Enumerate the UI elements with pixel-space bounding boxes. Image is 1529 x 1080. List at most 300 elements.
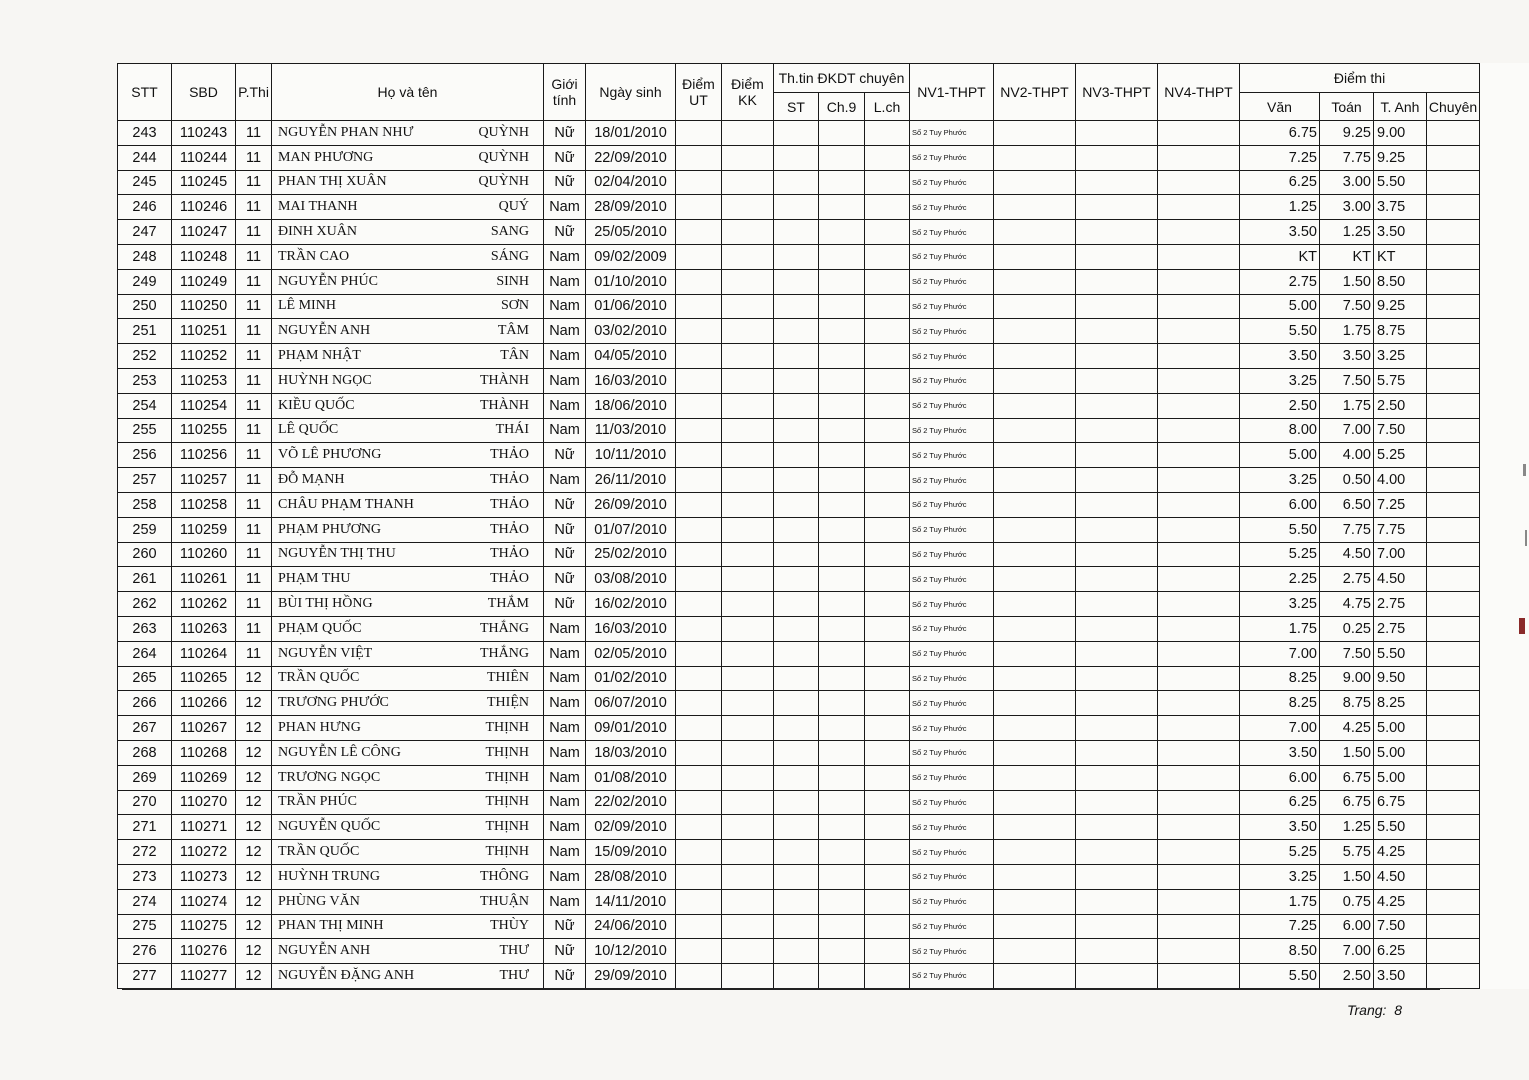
cell-tieng-anh: 7.50 bbox=[1374, 914, 1427, 939]
cell-phong-thi: 11 bbox=[236, 170, 272, 195]
table-row bbox=[118, 468, 1529, 493]
cell-ho-va-ten bbox=[272, 294, 544, 319]
cell-phong-thi: 11 bbox=[236, 368, 272, 393]
cell-gioi-tinh: Nữ bbox=[544, 220, 586, 245]
cell-ch9 bbox=[819, 319, 865, 344]
cell-sbd: 110263 bbox=[172, 616, 236, 641]
cell-toan: 9.00 bbox=[1320, 666, 1374, 691]
col-stt: STT bbox=[118, 64, 172, 121]
cell-sbd: 110249 bbox=[172, 269, 236, 294]
cell-nv2 bbox=[994, 443, 1076, 468]
cell-gioi-tinh: Nữ bbox=[544, 443, 586, 468]
cell-lch bbox=[865, 170, 910, 195]
ho-dem: NGUYỄN THỊ THU bbox=[278, 546, 396, 562]
cell-nv1: Số 2 Tuy Phước bbox=[910, 145, 994, 170]
cell-st bbox=[774, 393, 819, 418]
cell-lch bbox=[865, 864, 910, 889]
ho-dem: NGUYỄN QUỐC bbox=[278, 819, 381, 835]
cell-diem-ut bbox=[676, 344, 722, 369]
cell-ngay-sinh: 09/01/2010 bbox=[586, 716, 676, 741]
cell-st bbox=[774, 145, 819, 170]
table-row bbox=[118, 170, 1529, 195]
cell-lch bbox=[865, 616, 910, 641]
cell-nv1: Số 2 Tuy Phước bbox=[910, 294, 994, 319]
cell-tieng-anh: 7.00 bbox=[1374, 542, 1427, 567]
ho-dem: PHAN THỊ MINH bbox=[278, 918, 384, 934]
cell-nv1: Số 2 Tuy Phước bbox=[910, 840, 994, 865]
cell-ngay-sinh: 16/03/2010 bbox=[586, 368, 676, 393]
cell-nv4 bbox=[1158, 195, 1240, 220]
cell-nv1: Số 2 Tuy Phước bbox=[910, 914, 994, 939]
cell-chuyen bbox=[1427, 542, 1480, 567]
cell-gioi-tinh: Nam bbox=[544, 889, 586, 914]
cell-ch9 bbox=[819, 964, 865, 989]
cell-tieng-anh: 3.75 bbox=[1374, 195, 1427, 220]
cell-st bbox=[774, 939, 819, 964]
ho-dem: MAN PHƯƠNG bbox=[278, 149, 374, 165]
table-row bbox=[118, 294, 1529, 319]
cell-stt: 252 bbox=[118, 344, 172, 369]
ho-dem: MAI THANH bbox=[278, 199, 358, 215]
cell-phong-thi: 11 bbox=[236, 517, 272, 542]
cell-st bbox=[774, 344, 819, 369]
ten: THƯ bbox=[499, 943, 529, 959]
cell-diem-ut bbox=[676, 592, 722, 617]
cell-nv4 bbox=[1158, 691, 1240, 716]
cell-diem-kk bbox=[722, 716, 774, 741]
cell-van: 3.50 bbox=[1240, 815, 1320, 840]
cell-van: 5.00 bbox=[1240, 443, 1320, 468]
cell-chuyen bbox=[1427, 641, 1480, 666]
table-row bbox=[118, 567, 1529, 592]
bottom-rule bbox=[122, 988, 1440, 990]
col-ngay-sinh: Ngày sinh bbox=[586, 64, 676, 121]
cell-nv3 bbox=[1076, 864, 1158, 889]
cell-nv2 bbox=[994, 244, 1076, 269]
cell-diem-ut bbox=[676, 790, 722, 815]
cell-diem-ut bbox=[676, 567, 722, 592]
cell-nv3 bbox=[1076, 294, 1158, 319]
cell-van: 6.00 bbox=[1240, 765, 1320, 790]
cell-lch bbox=[865, 790, 910, 815]
cell-diem-kk bbox=[722, 468, 774, 493]
cell-phong-thi: 11 bbox=[236, 195, 272, 220]
cell-nv3 bbox=[1076, 964, 1158, 989]
cell-stt: 253 bbox=[118, 368, 172, 393]
ten: THIỆN bbox=[487, 695, 529, 711]
cell-nv2 bbox=[994, 344, 1076, 369]
cell-nv1: Số 2 Tuy Phước bbox=[910, 889, 994, 914]
cell-sbd: 110259 bbox=[172, 517, 236, 542]
cell-ho-va-ten bbox=[272, 740, 544, 765]
cell-ch9 bbox=[819, 244, 865, 269]
cell-lch bbox=[865, 220, 910, 245]
cell-ch9 bbox=[819, 220, 865, 245]
col-gioi-tinh: Giới tính bbox=[544, 64, 586, 121]
col-nv2: NV2-THPT bbox=[994, 64, 1076, 121]
cell-ngay-sinh: 01/02/2010 bbox=[586, 666, 676, 691]
cell-toan: 4.75 bbox=[1320, 592, 1374, 617]
cell-nv2 bbox=[994, 294, 1076, 319]
cell-tieng-anh: 5.75 bbox=[1374, 368, 1427, 393]
cell-sbd: 110260 bbox=[172, 542, 236, 567]
cell-ch9 bbox=[819, 517, 865, 542]
cell-phong-thi: 12 bbox=[236, 815, 272, 840]
ten: THỊNH bbox=[485, 819, 529, 835]
cell-gioi-tinh: Nam bbox=[544, 716, 586, 741]
cell-nv1: Số 2 Tuy Phước bbox=[910, 939, 994, 964]
cell-diem-kk bbox=[722, 443, 774, 468]
cell-phong-thi: 11 bbox=[236, 145, 272, 170]
cell-diem-ut bbox=[676, 641, 722, 666]
cell-diem-kk bbox=[722, 889, 774, 914]
ho-dem: PHẠM QUỐC bbox=[278, 620, 362, 636]
col-chuyen: Chuyên bbox=[1427, 93, 1480, 121]
cell-lch bbox=[865, 244, 910, 269]
scan-mark bbox=[1525, 530, 1527, 546]
cell-nv3 bbox=[1076, 517, 1158, 542]
cell-diem-ut bbox=[676, 319, 722, 344]
cell-sbd: 110247 bbox=[172, 220, 236, 245]
cell-ho-va-ten bbox=[272, 616, 544, 641]
cell-phong-thi: 11 bbox=[236, 592, 272, 617]
cell-nv2 bbox=[994, 740, 1076, 765]
cell-diem-kk bbox=[722, 393, 774, 418]
cell-sbd: 110273 bbox=[172, 864, 236, 889]
col-toan: Toán bbox=[1320, 93, 1374, 121]
cell-diem-ut bbox=[676, 269, 722, 294]
table-row bbox=[118, 269, 1529, 294]
cell-toan: 2.75 bbox=[1320, 567, 1374, 592]
cell-ngay-sinh: 01/07/2010 bbox=[586, 517, 676, 542]
cell-lch bbox=[865, 269, 910, 294]
cell-nv1: Số 2 Tuy Phước bbox=[910, 195, 994, 220]
cell-tieng-anh: 6.75 bbox=[1374, 790, 1427, 815]
cell-chuyen bbox=[1427, 964, 1480, 989]
ten: SANG bbox=[490, 224, 529, 240]
cell-st bbox=[774, 914, 819, 939]
cell-chuyen bbox=[1427, 443, 1480, 468]
cell-diem-ut bbox=[676, 815, 722, 840]
cell-nv3 bbox=[1076, 418, 1158, 443]
cell-nv4 bbox=[1158, 939, 1240, 964]
cell-gioi-tinh: Nữ bbox=[544, 170, 586, 195]
cell-gioi-tinh: Nam bbox=[544, 864, 586, 889]
cell-tieng-anh: 9.25 bbox=[1374, 294, 1427, 319]
cell-nv4 bbox=[1158, 492, 1240, 517]
cell-lch bbox=[865, 344, 910, 369]
cell-chuyen bbox=[1427, 195, 1480, 220]
cell-chuyen bbox=[1427, 170, 1480, 195]
col-group-diem-thi: Điểm thi bbox=[1240, 64, 1480, 93]
cell-sbd: 110244 bbox=[172, 145, 236, 170]
cell-nv1: Số 2 Tuy Phước bbox=[910, 517, 994, 542]
cell-stt: 272 bbox=[118, 840, 172, 865]
ten: THẢO bbox=[490, 472, 529, 488]
cell-nv4 bbox=[1158, 592, 1240, 617]
cell-nv1: Số 2 Tuy Phước bbox=[910, 740, 994, 765]
table-row bbox=[118, 542, 1529, 567]
cell-diem-kk bbox=[722, 517, 774, 542]
cell-stt: 261 bbox=[118, 567, 172, 592]
cell-nv4 bbox=[1158, 121, 1240, 146]
cell-van: 3.25 bbox=[1240, 468, 1320, 493]
cell-st bbox=[774, 765, 819, 790]
ten: THỊNH bbox=[485, 744, 529, 760]
cell-ngay-sinh: 10/11/2010 bbox=[586, 443, 676, 468]
cell-nv4 bbox=[1158, 616, 1240, 641]
cell-lch bbox=[865, 641, 910, 666]
cell-stt: 276 bbox=[118, 939, 172, 964]
cell-ngay-sinh: 25/02/2010 bbox=[586, 542, 676, 567]
cell-toan: 1.75 bbox=[1320, 319, 1374, 344]
cell-tieng-anh: 5.50 bbox=[1374, 170, 1427, 195]
cell-nv3 bbox=[1076, 592, 1158, 617]
cell-chuyen bbox=[1427, 418, 1480, 443]
cell-van: 5.25 bbox=[1240, 542, 1320, 567]
cell-sbd: 110269 bbox=[172, 765, 236, 790]
cell-nv3 bbox=[1076, 443, 1158, 468]
col-diem-ut: Điểm UT bbox=[676, 64, 722, 121]
ten: THÀNH bbox=[480, 397, 529, 413]
cell-nv1: Số 2 Tuy Phước bbox=[910, 418, 994, 443]
cell-gioi-tinh: Nữ bbox=[544, 964, 586, 989]
cell-diem-kk bbox=[722, 220, 774, 245]
cell-sbd: 110258 bbox=[172, 492, 236, 517]
ho-dem: BÙI THỊ HỒNG bbox=[278, 596, 373, 612]
cell-tieng-anh: 5.50 bbox=[1374, 815, 1427, 840]
cell-sbd: 110270 bbox=[172, 790, 236, 815]
cell-st bbox=[774, 468, 819, 493]
cell-lch bbox=[865, 815, 910, 840]
cell-ho-va-ten bbox=[272, 691, 544, 716]
cell-nv4 bbox=[1158, 170, 1240, 195]
cell-nv1: Số 2 Tuy Phước bbox=[910, 368, 994, 393]
cell-nv2 bbox=[994, 790, 1076, 815]
ho-dem: PHAN HƯNG bbox=[278, 720, 361, 736]
cell-tieng-anh: 8.25 bbox=[1374, 691, 1427, 716]
cell-nv4 bbox=[1158, 344, 1240, 369]
ho-dem: PHAN THỊ XUÂN bbox=[278, 174, 387, 190]
cell-lch bbox=[865, 716, 910, 741]
cell-nv4 bbox=[1158, 244, 1240, 269]
cell-diem-kk bbox=[722, 542, 774, 567]
cell-lch bbox=[865, 517, 910, 542]
ho-dem: NGUYỄN PHÚC bbox=[278, 273, 378, 289]
cell-tieng-anh: 7.75 bbox=[1374, 517, 1427, 542]
ten: QUỲNH bbox=[478, 149, 529, 165]
ho-dem: TRẦN PHÚC bbox=[278, 794, 357, 810]
cell-phong-thi: 12 bbox=[236, 914, 272, 939]
cell-sbd: 110277 bbox=[172, 964, 236, 989]
cell-diem-ut bbox=[676, 121, 722, 146]
cell-chuyen bbox=[1427, 889, 1480, 914]
cell-nv1: Số 2 Tuy Phước bbox=[910, 716, 994, 741]
cell-gioi-tinh: Nam bbox=[544, 790, 586, 815]
cell-chuyen bbox=[1427, 790, 1480, 815]
cell-lch bbox=[865, 691, 910, 716]
cell-tieng-anh: 4.50 bbox=[1374, 864, 1427, 889]
cell-gioi-tinh: Nam bbox=[544, 641, 586, 666]
cell-ch9 bbox=[819, 368, 865, 393]
cell-toan: 7.75 bbox=[1320, 145, 1374, 170]
cell-lch bbox=[865, 418, 910, 443]
cell-nv2 bbox=[994, 815, 1076, 840]
cell-nv2 bbox=[994, 393, 1076, 418]
ten: THƯ bbox=[499, 967, 529, 983]
cell-sbd: 110271 bbox=[172, 815, 236, 840]
cell-nv4 bbox=[1158, 889, 1240, 914]
cell-diem-kk bbox=[722, 765, 774, 790]
cell-diem-ut bbox=[676, 418, 722, 443]
cell-nv4 bbox=[1158, 716, 1240, 741]
cell-diem-ut bbox=[676, 964, 722, 989]
cell-toan: 4.50 bbox=[1320, 542, 1374, 567]
cell-ch9 bbox=[819, 914, 865, 939]
cell-ngay-sinh: 29/09/2010 bbox=[586, 964, 676, 989]
ten: QUÝ bbox=[498, 199, 529, 215]
cell-nv3 bbox=[1076, 691, 1158, 716]
cell-stt: 262 bbox=[118, 592, 172, 617]
cell-toan: 3.00 bbox=[1320, 195, 1374, 220]
cell-gioi-tinh: Nam bbox=[544, 319, 586, 344]
cell-chuyen bbox=[1427, 691, 1480, 716]
cell-st bbox=[774, 691, 819, 716]
cell-diem-kk bbox=[722, 914, 774, 939]
cell-stt: 269 bbox=[118, 765, 172, 790]
cell-diem-ut bbox=[676, 195, 722, 220]
cell-nv2 bbox=[994, 616, 1076, 641]
scan-mark bbox=[1523, 464, 1526, 476]
ho-dem: ĐINH XUÂN bbox=[278, 224, 357, 240]
cell-stt: 254 bbox=[118, 393, 172, 418]
cell-van: 3.50 bbox=[1240, 220, 1320, 245]
cell-toan: 7.75 bbox=[1320, 517, 1374, 542]
cell-stt: 260 bbox=[118, 542, 172, 567]
cell-lch bbox=[865, 542, 910, 567]
cell-nv4 bbox=[1158, 542, 1240, 567]
cell-nv1: Số 2 Tuy Phước bbox=[910, 542, 994, 567]
cell-ch9 bbox=[819, 170, 865, 195]
cell-stt: 268 bbox=[118, 740, 172, 765]
cell-toan: 4.25 bbox=[1320, 716, 1374, 741]
cell-nv2 bbox=[994, 368, 1076, 393]
cell-ngay-sinh: 01/06/2010 bbox=[586, 294, 676, 319]
cell-nv2 bbox=[994, 939, 1076, 964]
cell-st bbox=[774, 269, 819, 294]
cell-ho-va-ten bbox=[272, 220, 544, 245]
table-row bbox=[118, 344, 1529, 369]
ho-dem: NGUYỄN ANH bbox=[278, 323, 371, 339]
cell-sbd: 110251 bbox=[172, 319, 236, 344]
cell-nv1: Số 2 Tuy Phước bbox=[910, 443, 994, 468]
cell-st bbox=[774, 121, 819, 146]
cell-toan: 0.50 bbox=[1320, 468, 1374, 493]
cell-st bbox=[774, 666, 819, 691]
col-sbd: SBD bbox=[172, 64, 236, 121]
cell-lch bbox=[865, 939, 910, 964]
cell-diem-ut bbox=[676, 939, 722, 964]
cell-tieng-anh: 9.50 bbox=[1374, 666, 1427, 691]
cell-gioi-tinh: Nam bbox=[544, 840, 586, 865]
cell-nv1: Số 2 Tuy Phước bbox=[910, 864, 994, 889]
cell-chuyen bbox=[1427, 864, 1480, 889]
cell-chuyen bbox=[1427, 567, 1480, 592]
cell-nv4 bbox=[1158, 145, 1240, 170]
cell-stt: 277 bbox=[118, 964, 172, 989]
cell-phong-thi: 11 bbox=[236, 344, 272, 369]
cell-stt: 248 bbox=[118, 244, 172, 269]
cell-ngay-sinh: 02/09/2010 bbox=[586, 815, 676, 840]
cell-nv1: Số 2 Tuy Phước bbox=[910, 765, 994, 790]
ho-dem: TRẦN QUỐC bbox=[278, 670, 360, 686]
cell-nv3 bbox=[1076, 368, 1158, 393]
cell-ch9 bbox=[819, 740, 865, 765]
cell-ngay-sinh: 22/09/2010 bbox=[586, 145, 676, 170]
cell-stt: 258 bbox=[118, 492, 172, 517]
cell-ch9 bbox=[819, 269, 865, 294]
cell-phong-thi: 11 bbox=[236, 294, 272, 319]
cell-tieng-anh: 5.00 bbox=[1374, 765, 1427, 790]
col-tieng-anh: T. Anh bbox=[1374, 93, 1427, 121]
cell-tieng-anh: 4.25 bbox=[1374, 840, 1427, 865]
cell-ngay-sinh: 01/10/2010 bbox=[586, 269, 676, 294]
cell-ngay-sinh: 02/04/2010 bbox=[586, 170, 676, 195]
cell-nv4 bbox=[1158, 864, 1240, 889]
cell-ch9 bbox=[819, 492, 865, 517]
cell-lch bbox=[865, 121, 910, 146]
cell-nv2 bbox=[994, 964, 1076, 989]
cell-diem-kk bbox=[722, 294, 774, 319]
cell-sbd: 110276 bbox=[172, 939, 236, 964]
cell-chuyen bbox=[1427, 468, 1480, 493]
cell-tieng-anh: 5.25 bbox=[1374, 443, 1427, 468]
cell-phong-thi: 11 bbox=[236, 443, 272, 468]
table-row bbox=[118, 790, 1529, 815]
cell-ho-va-ten bbox=[272, 592, 544, 617]
cell-van: 3.25 bbox=[1240, 368, 1320, 393]
cell-nv4 bbox=[1158, 418, 1240, 443]
cell-ngay-sinh: 15/09/2010 bbox=[586, 840, 676, 865]
cell-diem-kk bbox=[722, 145, 774, 170]
cell-nv1: Số 2 Tuy Phước bbox=[910, 666, 994, 691]
cell-nv2 bbox=[994, 716, 1076, 741]
cell-tieng-anh: 3.50 bbox=[1374, 220, 1427, 245]
table-header bbox=[118, 64, 1529, 121]
cell-stt: 271 bbox=[118, 815, 172, 840]
cell-ch9 bbox=[819, 567, 865, 592]
ho-dem: VÕ LÊ PHƯƠNG bbox=[278, 447, 382, 463]
cell-diem-ut bbox=[676, 468, 722, 493]
cell-ho-va-ten bbox=[272, 964, 544, 989]
cell-ngay-sinh: 28/09/2010 bbox=[586, 195, 676, 220]
cell-nv2 bbox=[994, 468, 1076, 493]
cell-tieng-anh: 2.75 bbox=[1374, 592, 1427, 617]
cell-gioi-tinh: Nữ bbox=[544, 121, 586, 146]
cell-phong-thi: 12 bbox=[236, 864, 272, 889]
cell-tieng-anh: 2.75 bbox=[1374, 616, 1427, 641]
cell-diem-ut bbox=[676, 716, 722, 741]
cell-st bbox=[774, 244, 819, 269]
cell-nv3 bbox=[1076, 716, 1158, 741]
cell-ch9 bbox=[819, 443, 865, 468]
cell-van: 8.25 bbox=[1240, 691, 1320, 716]
cell-sbd: 110243 bbox=[172, 121, 236, 146]
cell-ngay-sinh: 03/02/2010 bbox=[586, 319, 676, 344]
cell-chuyen bbox=[1427, 914, 1480, 939]
cell-van: 8.50 bbox=[1240, 939, 1320, 964]
cell-stt: 259 bbox=[118, 517, 172, 542]
